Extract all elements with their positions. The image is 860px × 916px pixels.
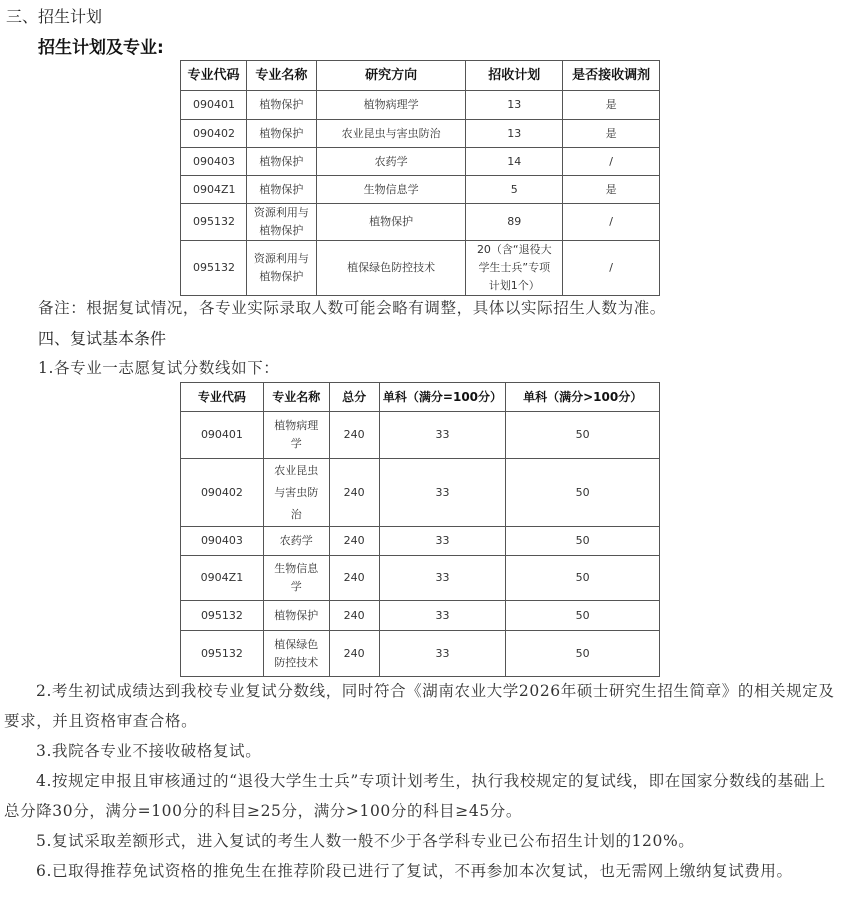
cell-major-line: 学 [290, 580, 302, 593]
col-header-major: 专业名称 [263, 383, 329, 412]
table-row [181, 176, 660, 204]
col-header-total: 总分 [329, 383, 379, 412]
cell-major [263, 556, 329, 601]
cell-total: 240 [329, 601, 379, 631]
paragraph-6: 6.已取得推荐免试资格的推免生在推荐阶段已进行了复试，不再参加本次复试，也无需网上缴纳复试费用。 [36, 862, 793, 880]
cell-major-line: 植保绿色 [274, 637, 319, 651]
cell-adjust: 是 [563, 176, 660, 204]
cell-single-over-100: 50 [506, 459, 660, 527]
cell-code: 095132 [181, 631, 264, 677]
cell-total: 240 [329, 556, 379, 601]
cell-plan: 13 [466, 120, 563, 148]
cell-plan [466, 241, 563, 296]
cell-major [246, 204, 316, 241]
table-row [181, 631, 660, 677]
cell-single-100: 33 [379, 412, 506, 459]
cell-direction: 农药学 [316, 148, 466, 176]
table-row [181, 459, 660, 527]
col-header-code: 专业代码 [181, 61, 247, 91]
cell-total: 240 [329, 631, 379, 677]
table-row [181, 148, 660, 176]
cell-single-over-100: 50 [506, 601, 660, 631]
table-row [181, 601, 660, 631]
cell-single-over-100: 50 [506, 412, 660, 459]
cell-code: 090401 [181, 412, 264, 459]
cell-major-line: 生物信息 [274, 562, 319, 575]
cell-code: 0904Z1 [181, 176, 247, 204]
cell-plan: 14 [466, 148, 563, 176]
cell-major-line: 防控技术 [274, 655, 319, 669]
cell-total: 240 [329, 527, 379, 556]
enrollment-plan-table [180, 60, 660, 296]
cell-major-line: 资源利用与 [253, 252, 309, 265]
section4-title: 四、复试基本条件 [38, 329, 167, 348]
cell-major: 植物保护 [246, 148, 316, 176]
cell-major [246, 241, 316, 296]
cell-major: 农药学 [263, 527, 329, 556]
table-row [181, 120, 660, 148]
note-text: 备注：根据复试情况，各专业实际录取人数可能会略有调整，具体以实际招生人数为准。 [38, 299, 666, 317]
score-line-table [180, 382, 660, 677]
cell-major-line: 资源利用与 [253, 206, 309, 219]
cell-direction: 农业昆虫与害虫防治 [316, 120, 466, 148]
cell-major [263, 412, 329, 459]
col-header-major: 专业名称 [246, 61, 316, 91]
col-header-single-100: 单科（满分=100分） [379, 383, 506, 412]
cell-code: 0904Z1 [181, 556, 264, 601]
cell-single-over-100: 50 [506, 631, 660, 677]
cell-single-over-100: 50 [506, 527, 660, 556]
cell-single-100: 33 [379, 631, 506, 677]
col-header-code: 专业代码 [181, 383, 264, 412]
cell-code: 090403 [181, 148, 247, 176]
section3-title: 三、招生计划 [6, 7, 103, 26]
cell-adjust: 是 [563, 91, 660, 120]
table-header-row [181, 383, 660, 412]
cell-major-line: 与害虫防 [274, 485, 319, 499]
cell-major [263, 631, 329, 677]
cell-major-line: 植物保护 [259, 224, 304, 237]
paragraph-4: 4.按规定申报且审核通过的“退役大学生士兵”专项计划考生，执行我校规定的复试线，即在国家分数线的基础上总分降30分，满分=100分的科目≥25分，满分>100分的科目≥45分。 [4, 772, 826, 820]
col-header-direction: 研究方向 [316, 61, 466, 91]
cell-plan-line: 20（含“退役大 [476, 243, 552, 256]
cell-direction: 植物保护 [316, 204, 466, 241]
section3-subtitle: 招生计划及专业: [38, 38, 164, 58]
cell-plan: 89 [466, 204, 563, 241]
cell-direction: 植物病理学 [316, 91, 466, 120]
table-row [181, 204, 660, 241]
cell-major: 植物保护 [263, 601, 329, 631]
cell-major-line: 植物保护 [259, 270, 304, 283]
cell-code: 090402 [181, 459, 264, 527]
paragraph-2: 2.考生初试成绩达到我校专业复试分数线，同时符合《湖南农业大学2026年硕士研究生招生简章》的相关规定及要求，并且资格审查合格。 [4, 682, 835, 730]
paragraph-5: 5.复试采取差额形式，进入复试的考生人数一般不少于各学科专业已公布招生计划的120%。 [36, 832, 695, 850]
cell-major-line: 植物病理 [274, 419, 319, 432]
cell-major-line: 农业昆虫 [274, 463, 319, 477]
cell-total: 240 [329, 459, 379, 527]
cell-single-100: 33 [379, 556, 506, 601]
table-header-row [181, 61, 660, 91]
cell-single-100: 33 [379, 527, 506, 556]
cell-adjust: / [563, 204, 660, 241]
cell-code: 090403 [181, 527, 264, 556]
cell-major [263, 459, 329, 527]
cell-plan: 13 [466, 91, 563, 120]
table-row [181, 412, 660, 459]
cell-single-100: 33 [379, 459, 506, 527]
cell-single-over-100: 50 [506, 556, 660, 601]
cell-total: 240 [329, 412, 379, 459]
cell-plan: 5 [466, 176, 563, 204]
cell-code: 090401 [181, 91, 247, 120]
cell-code: 090402 [181, 120, 247, 148]
col-header-plan: 招收计划 [466, 61, 563, 91]
table-row [181, 556, 660, 601]
cell-plan-line: 计划1个） [488, 279, 540, 292]
paragraph-3: 3.我院各专业不接收破格复试。 [36, 742, 262, 760]
col-header-single-over-100: 单科（满分>100分） [506, 383, 660, 412]
table-row [181, 91, 660, 120]
cell-direction: 生物信息学 [316, 176, 466, 204]
col-header-adjust: 是否接收调剂 [563, 61, 660, 91]
cell-plan-line: 学生士兵”专项 [478, 261, 551, 274]
cell-major-line: 治 [290, 507, 302, 521]
cell-code: 095132 [181, 241, 247, 296]
cell-adjust: 是 [563, 120, 660, 148]
cell-code: 095132 [181, 204, 247, 241]
cell-major: 植物保护 [246, 91, 316, 120]
table-row [181, 241, 660, 296]
cell-major: 植物保护 [246, 120, 316, 148]
cell-direction: 植保绿色防控技术 [316, 241, 466, 296]
cell-adjust: / [563, 148, 660, 176]
cell-major: 植物保护 [246, 176, 316, 204]
cell-code: 095132 [181, 601, 264, 631]
cell-major-line: 学 [290, 437, 302, 450]
table-row [181, 527, 660, 556]
section4-item1: 1.各专业一志愿复试分数线如下： [38, 359, 280, 377]
cell-single-100: 33 [379, 601, 506, 631]
cell-adjust: / [563, 241, 660, 296]
